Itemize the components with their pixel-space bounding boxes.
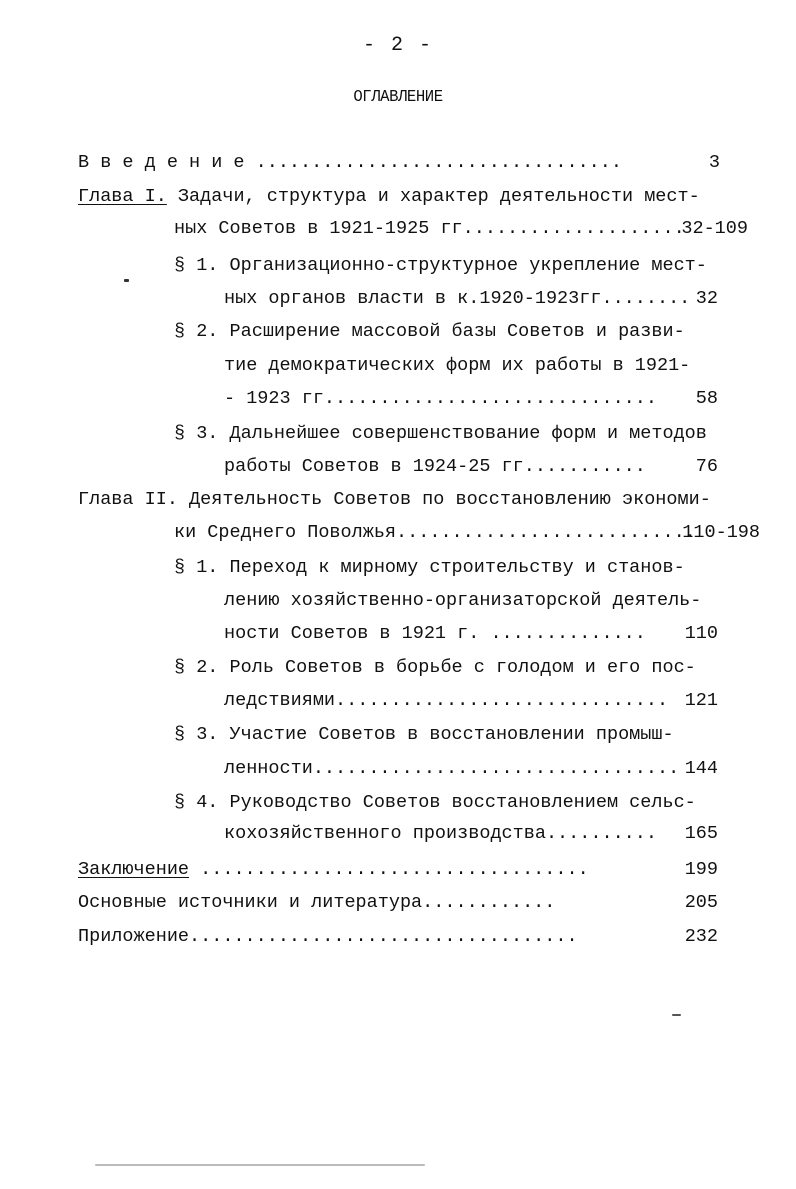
- toc-section-2-1-continued-2: [224, 621, 744, 647]
- toc-section-2-4: [174, 790, 734, 816]
- toc-entry-text: § 2. Расширение массовой базы Советов и разви-: [174, 321, 685, 342]
- toc-entry-text: ных органов власти в к.1920-1923гг........: [224, 288, 691, 309]
- toc-section-1-2-continued: [224, 353, 744, 379]
- toc-page-number: 3: [708, 152, 720, 173]
- scan-mark: [124, 279, 129, 282]
- toc-section-2-4-continued: [224, 821, 744, 847]
- toc-entry-text: работы Советов в 1924-25 гг...........: [224, 456, 646, 477]
- toc-entry-text: ...................................: [189, 859, 589, 880]
- toc-entry-text: § 1. Переход к мирному строительству и станов-: [174, 557, 685, 578]
- page-title: ОГЛАВЛЕНИЕ: [353, 88, 443, 107]
- toc-section-2-3-continued: [224, 756, 744, 782]
- toc-entry-intro: [78, 150, 758, 176]
- toc-chapter-2: [78, 487, 758, 513]
- toc-section-1-2: [174, 319, 734, 345]
- toc-entry-sources: [78, 890, 744, 916]
- toc-page-number: 110-198: [682, 522, 760, 543]
- toc-page-number: 199: [684, 859, 718, 880]
- toc-section-2-3: [174, 722, 734, 748]
- toc-entry-text: ленности.................................: [224, 758, 680, 779]
- toc-chapter-2-continued: [174, 520, 774, 546]
- toc-entry-text: кохозяйственного производства..........: [224, 823, 657, 844]
- toc-entry-appendix: [78, 924, 744, 950]
- toc-page-number: 58: [695, 388, 718, 409]
- conclusion-label: Заключение: [78, 859, 190, 880]
- toc-entry-text: § 4. Руководство Советов восстановлением сельс-: [174, 792, 696, 813]
- scan-mark: [672, 1014, 681, 1016]
- chapter-label: Глава I.: [78, 186, 167, 207]
- toc-entry-text: Глава II. Деятельность Советов по восстановлению экономи-: [78, 489, 711, 510]
- toc-chapter-1: [78, 184, 758, 210]
- toc-entry-text: Задачи, структура и характер деятельности мест-: [166, 186, 700, 207]
- toc-section-1-2-continued-2: [224, 386, 744, 412]
- toc-entry-text: ледствиями..............................: [224, 690, 669, 711]
- toc-section-1-1-continued: [224, 286, 744, 312]
- toc-entry-text: ных Советов в 1921-1925 гг....................: [174, 218, 685, 239]
- scan-edge-artifact: [95, 1164, 425, 1166]
- toc-page-number: 76: [695, 456, 718, 477]
- toc-entry-text: § 1. Организационно-структурное укрепление мест-: [174, 255, 707, 276]
- toc-entry-text: тие демократических форм их работы в 1921-: [224, 355, 691, 376]
- page-number: - 2 -: [362, 34, 433, 57]
- toc-entry-text: - 1923 гг..............................: [224, 388, 657, 409]
- toc-page-number: 32: [695, 288, 718, 309]
- toc-entry-text: ки Среднего Поволжья...........................: [174, 522, 696, 543]
- toc-page-number: 232: [684, 926, 718, 947]
- toc-entry-text: § 3. Участие Советов в восстановлении промыш-: [174, 724, 674, 745]
- toc-section-2-2: [174, 655, 734, 681]
- toc-entry-text: § 3. Дальнейшее совершенствование форм и методов: [174, 423, 707, 444]
- toc-entry-text: ности Советов в 1921 г. ..............: [224, 623, 646, 644]
- toc-page-number: 165: [684, 823, 718, 844]
- toc-page-number: 110: [684, 623, 718, 644]
- toc-entry-text: В в е д е н и е .................................: [78, 152, 622, 173]
- toc-entry-text: Приложение...................................: [78, 926, 578, 947]
- toc-page-number: 121: [684, 690, 718, 711]
- toc-page-number: 144: [684, 758, 718, 779]
- toc-section-2-2-continued: [224, 688, 744, 714]
- toc-section-1-3: [174, 421, 734, 447]
- toc-page-number: 32-109: [681, 218, 748, 239]
- toc-entry-conclusion: [78, 857, 744, 883]
- toc-entry-text: § 2. Роль Советов в борьбе с голодом и его пос-: [174, 657, 696, 678]
- toc-page-number: 205: [684, 892, 718, 913]
- toc-section-2-1: [174, 555, 734, 581]
- toc-entry-text: Основные источники и литература............: [78, 892, 556, 913]
- toc-section-1-3-continued: [224, 454, 744, 480]
- toc-section-1-1: [174, 253, 734, 279]
- toc-entry-text: лению хозяйственно-организаторской деятель-: [224, 590, 702, 611]
- toc-chapter-1-continued: [174, 216, 774, 242]
- toc-section-2-1-continued: [224, 588, 744, 614]
